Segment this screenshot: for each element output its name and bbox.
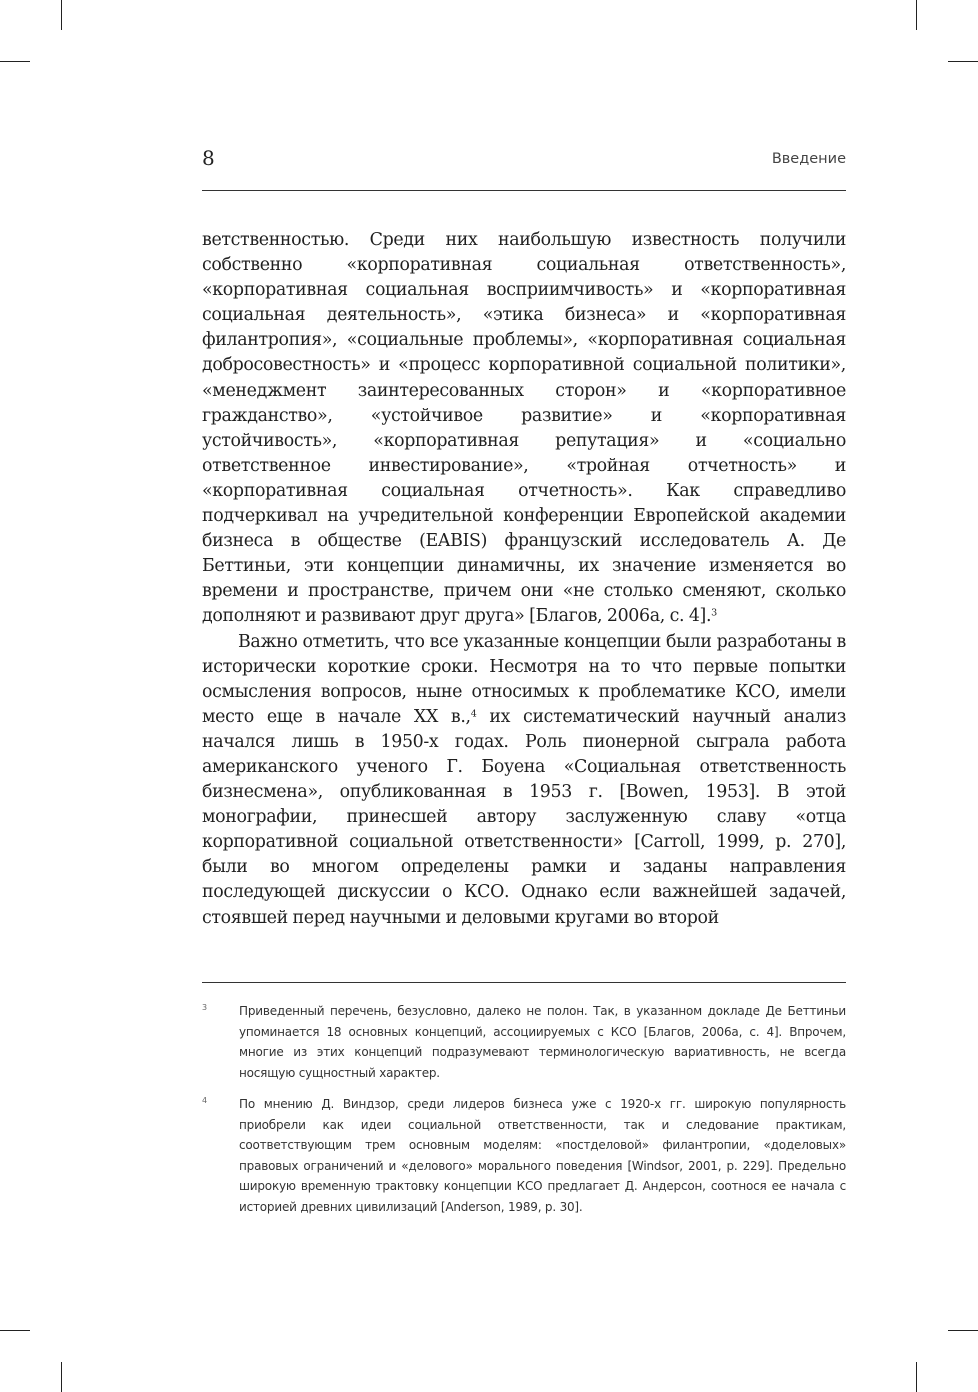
paragraph-1 — [202, 228, 846, 630]
footnote-ref-3[interactable]: 3 — [711, 607, 717, 619]
crop-mark-top-left-vertical — [61, 0, 62, 30]
paragraph-2-text-b: их систематический научный анализ начался лишь в 1950-х годах. Роль пионерной сыграла работа американского ученого Г. Боуена «Социальная ответственность бизнесмена», опубликованная в 1953 г. [Bowen, 1953]. В этой монографии, принесшей автору заслуженную славу «отца корпоративной социальной ответственности» [Carroll, 1999, p. 270], были во многом определены рамки и заданы направления последующей дискуссии о КСО. Однако если важнейшей задачей, стоявшей перед научными и деловыми кругами во второй — [202, 706, 846, 928]
paragraph-1-text: ветственностью. Среди них наибольшую известность получили собственно «корпоративная социальная ответственность», «корпоративная социальная восприимчивость» и «корпоративная социальная деятельность», «этика бизнеса» и «корпоративная филантропия», «социальные проблемы», «корпоративная социальная добросовестность» и «процесс корпоративной социальной политики», «менеджмент заинтересованных сторон» и «корпоративное гражданство», «устойчивое развитие» и «корпоративная устойчивость», «корпоративная репутация» и «социально ответственное инвестирование», «тройная отчетность» и «корпоративная социальная отчетность». Как справедливо подчеркивал на учредительной конференции Европейской академии бизнеса в обществе (EABIS) французский исследователь А. Де Беттиньи, эти концепции динамичны, их значение изменяется во времени и пространстве, причем они «не столько сменяют, сколько дополняют и развивают друг друга» [Благов, 2006а, с. 4]. — [202, 230, 846, 627]
footnote-text: Приведенный перечень, безусловно, далеко не полон. Так, в указанном докладе Де Беттиньи упоминается 18 основных концепций, ассоциируемых с КСО [Благов, 2006а, с. 4]. Впрочем, многие из этих концепций подразумевают терминологическую вариативность, не всегда носящую сущностный характер. — [239, 1004, 846, 1080]
main-text — [202, 228, 846, 931]
footnote-text: По мнению Д. Виндзор, среди лидеров бизнеса уже с 1920-х гг. широкую популярность приобрели как идеи социальной ответственности, так и следование практикам, соответствующим трем основным моделям: «постделовой» филантропии, «доделовых» правовых ограничений и «делового» морального поведения [Windsor, 2001, p. 229]. Предельно широкую временную трактовку концепции КСО предлагает Д. Андерсон, соотнося ее начала с историей древних цивилизаций [Anderson, 1989, p. 30]. — [239, 1097, 846, 1214]
page-number: 8 — [202, 146, 215, 170]
crop-mark-top-right-vertical — [916, 0, 917, 30]
running-head: Введение — [771, 151, 846, 167]
footnotes — [202, 1001, 846, 1228]
paragraph-2 — [202, 630, 846, 931]
crop-mark-top-left-horizontal — [0, 61, 30, 62]
paragraph-2-text-a: Важно отметить, что все указанные концепции были разработаны в исторически короткие сроки. Несмотря на то что первые попытки осмысления вопросов, ныне относимых к проблематике КСО, имели место еще в начале XX в., — [202, 631, 846, 727]
crop-mark-bottom-right-horizontal — [948, 1330, 978, 1331]
crop-mark-top-right-horizontal — [948, 61, 978, 62]
footnote-3 — [202, 1001, 846, 1083]
crop-mark-bottom-left-horizontal — [0, 1330, 30, 1331]
crop-mark-bottom-left-vertical — [61, 1362, 62, 1392]
footnote-number: 3 — [202, 1003, 207, 1012]
footnote-rule — [202, 982, 846, 983]
footnote-4 — [202, 1094, 846, 1217]
footnote-number: 4 — [202, 1096, 207, 1105]
header-rule — [202, 190, 846, 191]
crop-mark-bottom-right-vertical — [916, 1362, 917, 1392]
footnote-ref-4[interactable]: 4 — [470, 708, 477, 720]
